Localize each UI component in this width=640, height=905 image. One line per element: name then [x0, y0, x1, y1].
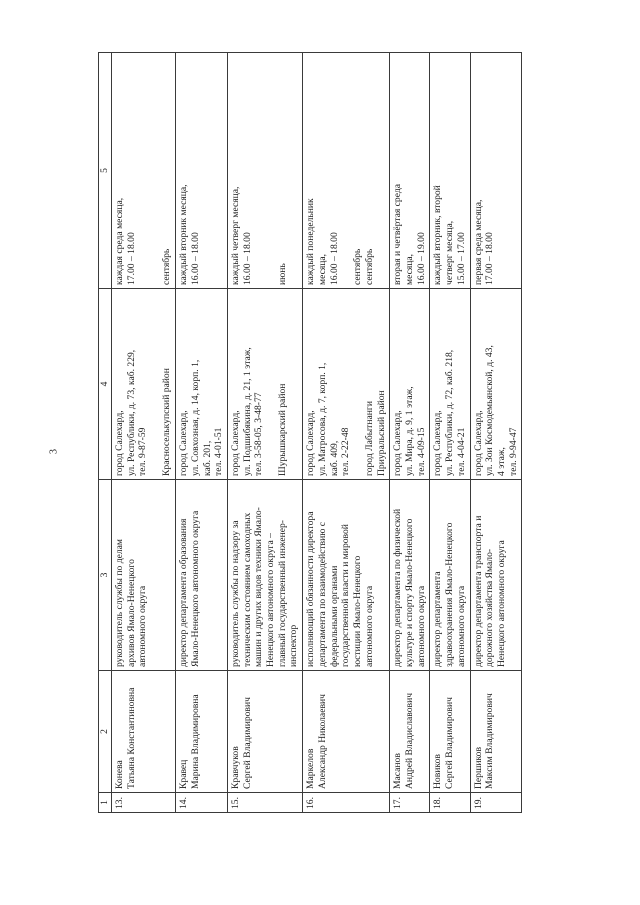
reception-schedule-line: четверг месяца, [444, 220, 456, 285]
official-position-line: главный государственный инженер- [276, 520, 288, 667]
row-number-cell: 14. [176, 793, 228, 813]
reception-schedule-line: каждый вторник, второй [432, 185, 444, 285]
column-header: 4 [99, 289, 112, 480]
reception-schedule-line: 15.00 – 17.00 [455, 232, 467, 285]
spacer [149, 292, 161, 476]
official-name-cell [303, 671, 390, 793]
reception-schedule-cell [112, 53, 176, 289]
official-name-line: Максим Владимирович [484, 693, 496, 789]
reception-address-line: ул. Республики, д. 72, каб. 218, [444, 349, 456, 476]
reception-address-line: тел. 4-09-15 [415, 427, 427, 476]
reception-address-line: тел. 4-01-51 [213, 427, 225, 476]
official-position-cell [430, 480, 470, 671]
row-number-cell: 13. [112, 793, 176, 813]
row-number-cell: 17. [390, 793, 430, 813]
official-position-line: Ненецкого автономного округа [495, 540, 507, 667]
reception-schedule-line: первая среда месяца, [472, 199, 484, 285]
reception-schedule-line: 17.00 – 18.00 [125, 232, 137, 285]
official-position-line: директор департамента транспорта и [472, 515, 484, 667]
spacer [265, 292, 277, 476]
table-body [112, 53, 522, 813]
reception-schedule-cell [303, 53, 390, 289]
reception-address-line: Приуральский район [375, 390, 387, 476]
official-name-line: Першиков [472, 746, 484, 789]
page-number: 3 [48, 449, 60, 454]
official-name-line: Кравец [178, 759, 190, 789]
reception-address-line: ул. Матросова, д. 7, корп. 1, [316, 362, 328, 476]
reception-address-cell [430, 289, 470, 480]
official-position-line: автономного округа [363, 585, 375, 667]
reception-schedule-line: 16.00 – 18.00 [241, 232, 253, 285]
official-position-line: руководитель службы по надзору за [229, 520, 241, 667]
reception-address-line: Шурышкарский район [277, 383, 289, 476]
row-number-cell: 19. [470, 793, 522, 813]
official-position-line: директор департамента по физической [392, 508, 404, 667]
table-row [176, 53, 228, 813]
row-number-cell: 16. [303, 793, 390, 813]
reception-address-line: город Салехард, [432, 410, 444, 476]
reception-address-line: ул. Зои Космодемьянской, д. 43, [484, 345, 496, 476]
official-name-cell [390, 671, 430, 793]
column-header: 5 [99, 53, 112, 289]
official-position-line: культуре и спорту Ямало-Ненецкого [404, 518, 416, 667]
reception-address-line: город Салехард, [305, 410, 317, 476]
reception-address-line: Красноселькупский район [161, 368, 173, 476]
reception-schedule-cell [390, 53, 430, 289]
reception-schedule-line: сентябрь [352, 248, 364, 285]
column-header: 2 [99, 671, 112, 793]
official-position-line: федеральными органами [328, 565, 340, 667]
header-row [99, 53, 112, 813]
official-position-line: автономного округа [455, 585, 467, 667]
official-name-cell [430, 671, 470, 793]
official-name-line: Кравчуков [229, 746, 241, 789]
official-name-cell [112, 671, 176, 793]
reception-address-line: 4 этаж, [495, 447, 507, 476]
table-row [303, 53, 390, 813]
reception-schedule-line: каждый вторник месяца, [178, 184, 190, 285]
row-number-cell: 18. [430, 793, 470, 813]
official-position-line: юстиции Ямало-Ненецкого [351, 555, 363, 667]
reception-address-line: город Салехард, [229, 410, 241, 476]
reception-address-line: ул. Республики, д. 73, каб. 229, [125, 349, 137, 476]
spacer [137, 56, 149, 285]
table-row [430, 53, 470, 813]
reception-address-line: город Лабытнанги [363, 401, 375, 476]
official-name-line: Масанов [392, 753, 404, 789]
reception-schedule-line: 17.00 – 18.00 [484, 232, 496, 285]
reception-schedule-line: июнь [277, 263, 289, 285]
official-name-line: Маркелов [305, 748, 317, 789]
reception-address-cell [470, 289, 522, 480]
official-name-line: Конева [114, 760, 125, 789]
spacer [340, 56, 352, 285]
reception-address-line: ул. Совхозная, д. 14, корп. 1, [189, 359, 201, 476]
official-position-cell [112, 480, 176, 671]
official-position-line: автономного округа [137, 585, 149, 667]
row-number-cell: 15. [227, 793, 302, 813]
reception-schedule-cell [227, 53, 302, 289]
reception-address-line: тел. 4-04-21 [455, 427, 467, 476]
reception-address-cell [390, 289, 430, 480]
reception-schedule-line: сентябрь [363, 248, 375, 285]
reception-address-cell [112, 289, 176, 480]
reception-address-line: каб. 409, [328, 440, 340, 476]
spacer [149, 56, 161, 285]
column-header: 1 [99, 793, 112, 813]
official-name-line: Александр Николаевич [316, 694, 328, 789]
official-position-line: Ямало-Ненецкого автономного округа [189, 510, 201, 667]
official-name-cell [227, 671, 302, 793]
official-position-line: директор департамента образования [178, 518, 190, 667]
reception-address-cell [176, 289, 228, 480]
reception-schedule-cell [470, 53, 522, 289]
table-row [112, 53, 176, 813]
official-name-line: Андрей Владиславович [404, 692, 416, 789]
reception-address-line: каб. 201, [201, 440, 213, 476]
official-name-line: Новиков [432, 754, 444, 789]
official-position-cell [390, 480, 430, 671]
reception-schedule-cell [176, 53, 228, 289]
reception-schedule-line: каждый понедельник [305, 198, 317, 285]
official-position-cell [303, 480, 390, 671]
official-position-line: государственной власти и мировой [340, 524, 352, 667]
reception-schedule-line: 16.00 – 18.00 [328, 232, 340, 285]
spacer [253, 56, 265, 285]
rotated-table-wrapper [98, 53, 538, 813]
table-row [470, 53, 522, 813]
official-position-line: техническим состоянием самоходных [241, 512, 253, 667]
official-position-line: машин и других видов техники Ямало- [253, 507, 265, 667]
official-name-line: Сергей Владимирович [444, 697, 456, 789]
official-position-line: здравоохранения Ямало-Ненецкого [444, 522, 456, 667]
official-position-line: директор департамента [432, 571, 444, 667]
reception-address-line: город Салехард, [472, 410, 484, 476]
official-name-line: Марина Владимировна [189, 694, 201, 789]
official-position-cell [176, 480, 228, 671]
official-position-line: департамента по взаимодействию с [316, 521, 328, 667]
reception-address-line: ул. Мира, д. 9, 1 этаж, [404, 386, 416, 476]
reception-address-line: тел. 2-22-48 [340, 427, 352, 476]
reception-schedule-line: 16.00 – 18.00 [189, 232, 201, 285]
reception-address-cell [303, 289, 390, 480]
official-name-cell [470, 671, 522, 793]
official-position-line: исполняющий обязанности директора [305, 511, 317, 667]
official-name-line: Татьяна Константиновна [125, 687, 137, 789]
reception-schedule-line: каждый четверг месяца, [229, 186, 241, 285]
column-header: 3 [99, 480, 112, 671]
official-name-line: Сергей Владимирович [241, 697, 253, 789]
spacer [352, 292, 364, 476]
reception-schedule-line: 16.00 – 19.00 [415, 232, 427, 285]
official-position-line: дорожного хозяйства Ямало- [484, 548, 496, 667]
reception-schedule-line: сентябрь [161, 248, 173, 285]
reception-schedule-line: вторая и четвёртая среда [392, 184, 404, 285]
reception-schedule-table [98, 52, 522, 813]
official-position-line: автономного округа [415, 585, 427, 667]
reception-address-cell [227, 289, 302, 480]
official-position-line: инспектор [288, 624, 300, 667]
reception-address-line: ул. Подшибякина, д. 21, 1 этаж, [241, 347, 253, 476]
table-row [390, 53, 430, 813]
official-position-line: архивов Ямало-Ненецкого [125, 559, 137, 667]
official-position-cell [227, 480, 302, 671]
reception-address-line: город Салехард, [392, 410, 404, 476]
reception-schedule-line: месяца, [404, 253, 416, 285]
reception-schedule-line: месяца, [316, 253, 328, 285]
official-position-cell [470, 480, 522, 671]
reception-address-line: тел. 9-87-59 [137, 427, 149, 476]
reception-address-line: тел. 9-94-47 [507, 427, 519, 476]
reception-schedule-line: каждая среда месяца, [114, 197, 125, 285]
reception-address-line: город Салехард, [114, 410, 125, 476]
spacer [265, 56, 277, 285]
reception-address-line: город Салехард, [178, 410, 190, 476]
official-position-line: руководитель службы по делам [114, 539, 125, 667]
table-row [227, 53, 302, 813]
official-position-line: Ненецкого автономного округа – [265, 533, 277, 667]
reception-schedule-cell [430, 53, 470, 289]
reception-address-line: тел. 3-58-05, 3-48-77 [253, 392, 265, 476]
official-name-cell [176, 671, 228, 793]
